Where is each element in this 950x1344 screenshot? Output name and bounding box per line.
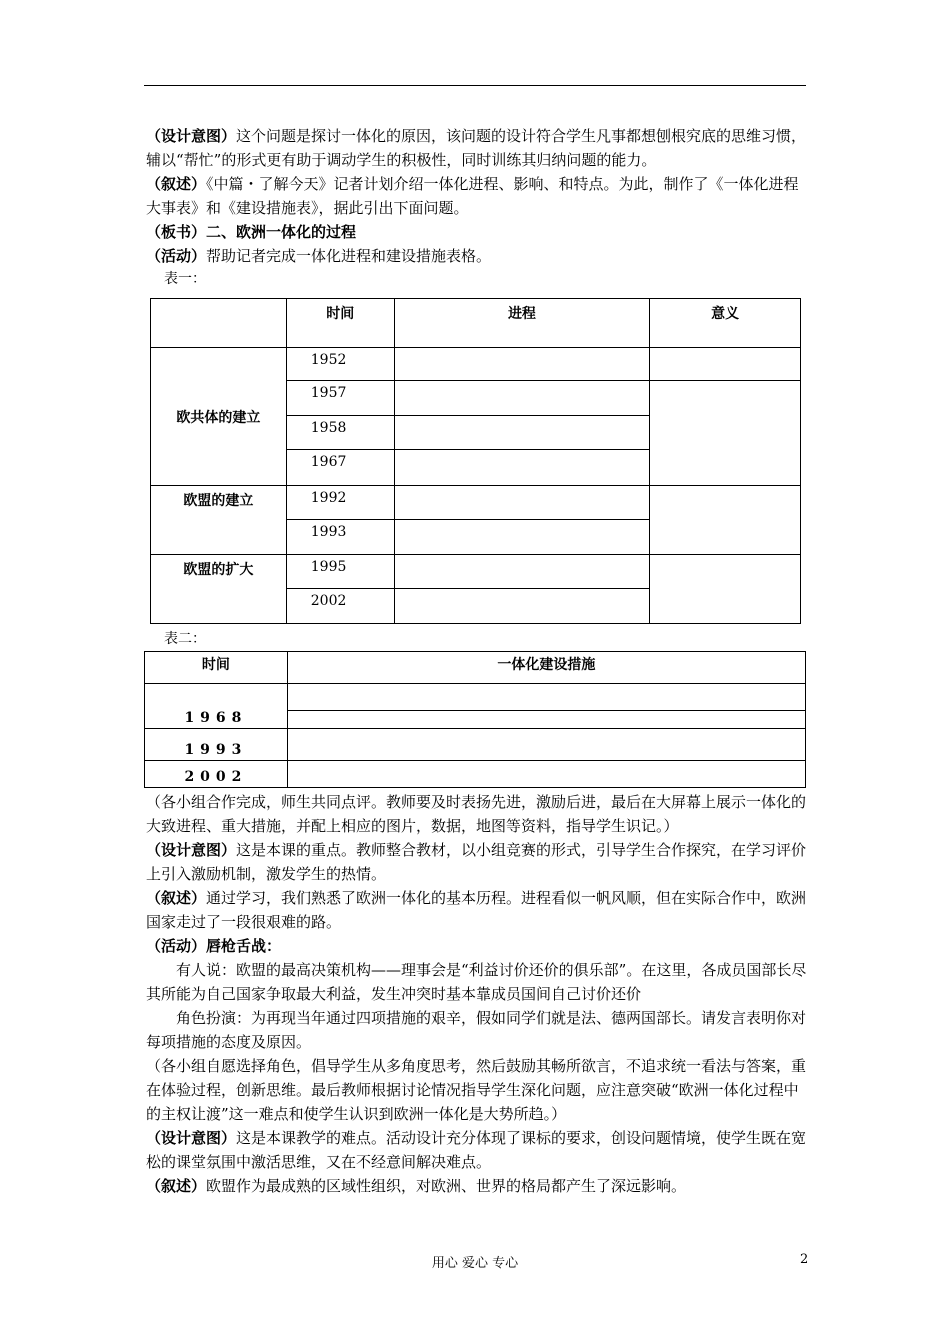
construction-measures-table <box>144 651 806 788</box>
group-eu-enlargement: 欧盟的扩大 <box>151 555 287 624</box>
progress-cell[interactable] <box>394 348 650 381</box>
paragraph-narration-2: （叙述）通过学习，我们熟悉了欧洲一体化的基本历程。进程看似一帆风顺，但在实际合作中，欧洲国家走过了一段很艰难的路。 <box>146 889 807 931</box>
year-cell: 1993 <box>286 520 394 555</box>
paragraph-role-play: 角色扮演：为再现当年通过四项措施的艰辛，假如同学们就是法、德两国部长。请发言表明你对每项措施的态度及原因。 <box>146 1009 807 1051</box>
table-row <box>145 729 806 761</box>
measure-cell[interactable] <box>287 684 805 711</box>
year-cell: 1957 <box>286 381 394 416</box>
paragraph-council-quote: 有人说：欧盟的最高决策机构——理事会是“利益讨价还价的俱乐部”。在这里，各成员国部长尽其所能为自己国家争取最大利益，发生冲突时基本靠成员国间自己讨价还价 <box>146 961 807 1003</box>
header-rule <box>144 85 806 86</box>
table-row <box>151 348 801 381</box>
year-cell: 1952 <box>286 348 394 381</box>
year-cell: 1995 <box>286 555 394 589</box>
measure-cell[interactable] <box>287 761 805 788</box>
table2-header-time: 时间 <box>145 652 288 684</box>
integration-progress-table <box>150 298 801 624</box>
significance-cell[interactable] <box>650 486 801 555</box>
year-cell: 2002 <box>145 761 288 788</box>
paragraph-design-intent-2: （设计意图）这是本课的重点。教师整合教材，以小组竞赛的形式，引导学生合作探究，在学习评价上引入激励机制，激发学生的热情。 <box>146 841 807 883</box>
paragraph-design-intent-3: （设计意图）这是本课教学的难点。活动设计充分体现了课标的要求，创设问题情境，使学生既在宽松的课堂氛围中激活思维，又在不经意间解决难点。 <box>146 1129 807 1171</box>
table1-caption: 表一： <box>164 271 206 287</box>
group-ec-establishment: 欧共体的建立 <box>151 348 287 486</box>
table-row <box>145 761 806 788</box>
paragraph-design-intent-1: （设计意图）这个问题是探讨一体化的原因，该问题的设计符合学生凡事都想刨根究底的思维习惯，辅以“帮忙”的形式更有助于调动学生的积极性，同时训练其归纳问题的能力。 <box>146 127 807 169</box>
table2-header-measures: 一体化建设措施 <box>287 652 805 684</box>
paragraph-activity-1: （活动）帮助记者完成一体化进程和建设措施表格。 <box>146 247 492 265</box>
progress-cell[interactable] <box>394 520 650 555</box>
paragraph-activity-2: （活动）唇枪舌战： <box>146 937 282 955</box>
page-number: 2 <box>800 1252 809 1267</box>
progress-cell[interactable] <box>394 589 650 624</box>
table2-header-row <box>145 652 806 684</box>
paragraph-discussion-guide: （各小组自愿选择角色，倡导学生从多角度思考，然后鼓励其畅所欲言，不追求统一看法与答案，重在体验过程，创新思维。最后教师根据讨论情况指导学生深化问题，应注意突破“欧洲一体化过程中的主权让渡”这一难点和使学生认识到欧洲一体化是大势所趋。） <box>146 1057 807 1123</box>
paragraph-narration-1: （叙述）《中篇・了解今天》记者计划介绍一体化进程、影响、和特点。为此，制作了《一体化进程大事表》和《建设措施表》，据此引出下面问题。 <box>146 175 799 217</box>
progress-cell[interactable] <box>394 486 650 520</box>
intro-block <box>146 124 808 290</box>
progress-cell[interactable] <box>394 381 650 416</box>
progress-cell[interactable] <box>394 555 650 589</box>
progress-cell[interactable] <box>394 416 650 450</box>
table1-header-time: 时间 <box>286 299 394 348</box>
year-cell: 1967 <box>286 450 394 486</box>
table1-header-progress: 进程 <box>394 299 650 348</box>
table-row <box>151 486 801 520</box>
table1-header-significance: 意义 <box>650 299 801 348</box>
year-cell: 2002 <box>286 589 394 624</box>
page-footer: 用心 爱心 专心 <box>431 1256 519 1271</box>
group-eu-establishment: 欧盟的建立 <box>151 486 287 555</box>
table1-header-row <box>151 299 801 348</box>
table-row <box>145 684 806 711</box>
measure-cell[interactable] <box>287 711 805 729</box>
table1-header-blank <box>151 299 287 348</box>
significance-cell[interactable] <box>650 348 801 381</box>
paragraph-narration-3: （叙述）欧盟作为最成熟的区域性组织，对欧洲、世界的格局都产生了深远影响。 <box>146 1177 687 1195</box>
year-cell: 1968 <box>145 684 288 729</box>
paragraph-group-work: （各小组合作完成，师生共同点评。教师要及时表扬先进，激励后进，最后在大屏幕上展示一体化的大致进程、重大措施，并配上相应的图片，数据，地图等资料，指导学生识记。） <box>146 793 807 835</box>
significance-cell[interactable] <box>650 381 801 486</box>
year-cell: 1993 <box>145 729 288 761</box>
table-row <box>151 555 801 589</box>
paragraph-board-writing: （板书）二、欧洲一体化的过程 <box>146 223 357 241</box>
year-cell: 1958 <box>286 416 394 450</box>
significance-cell[interactable] <box>650 555 801 624</box>
progress-cell[interactable] <box>394 450 650 486</box>
table2-caption: 表二： <box>164 631 206 647</box>
year-cell: 1992 <box>286 486 394 520</box>
lower-block <box>146 790 808 1198</box>
measure-cell[interactable] <box>287 729 805 761</box>
